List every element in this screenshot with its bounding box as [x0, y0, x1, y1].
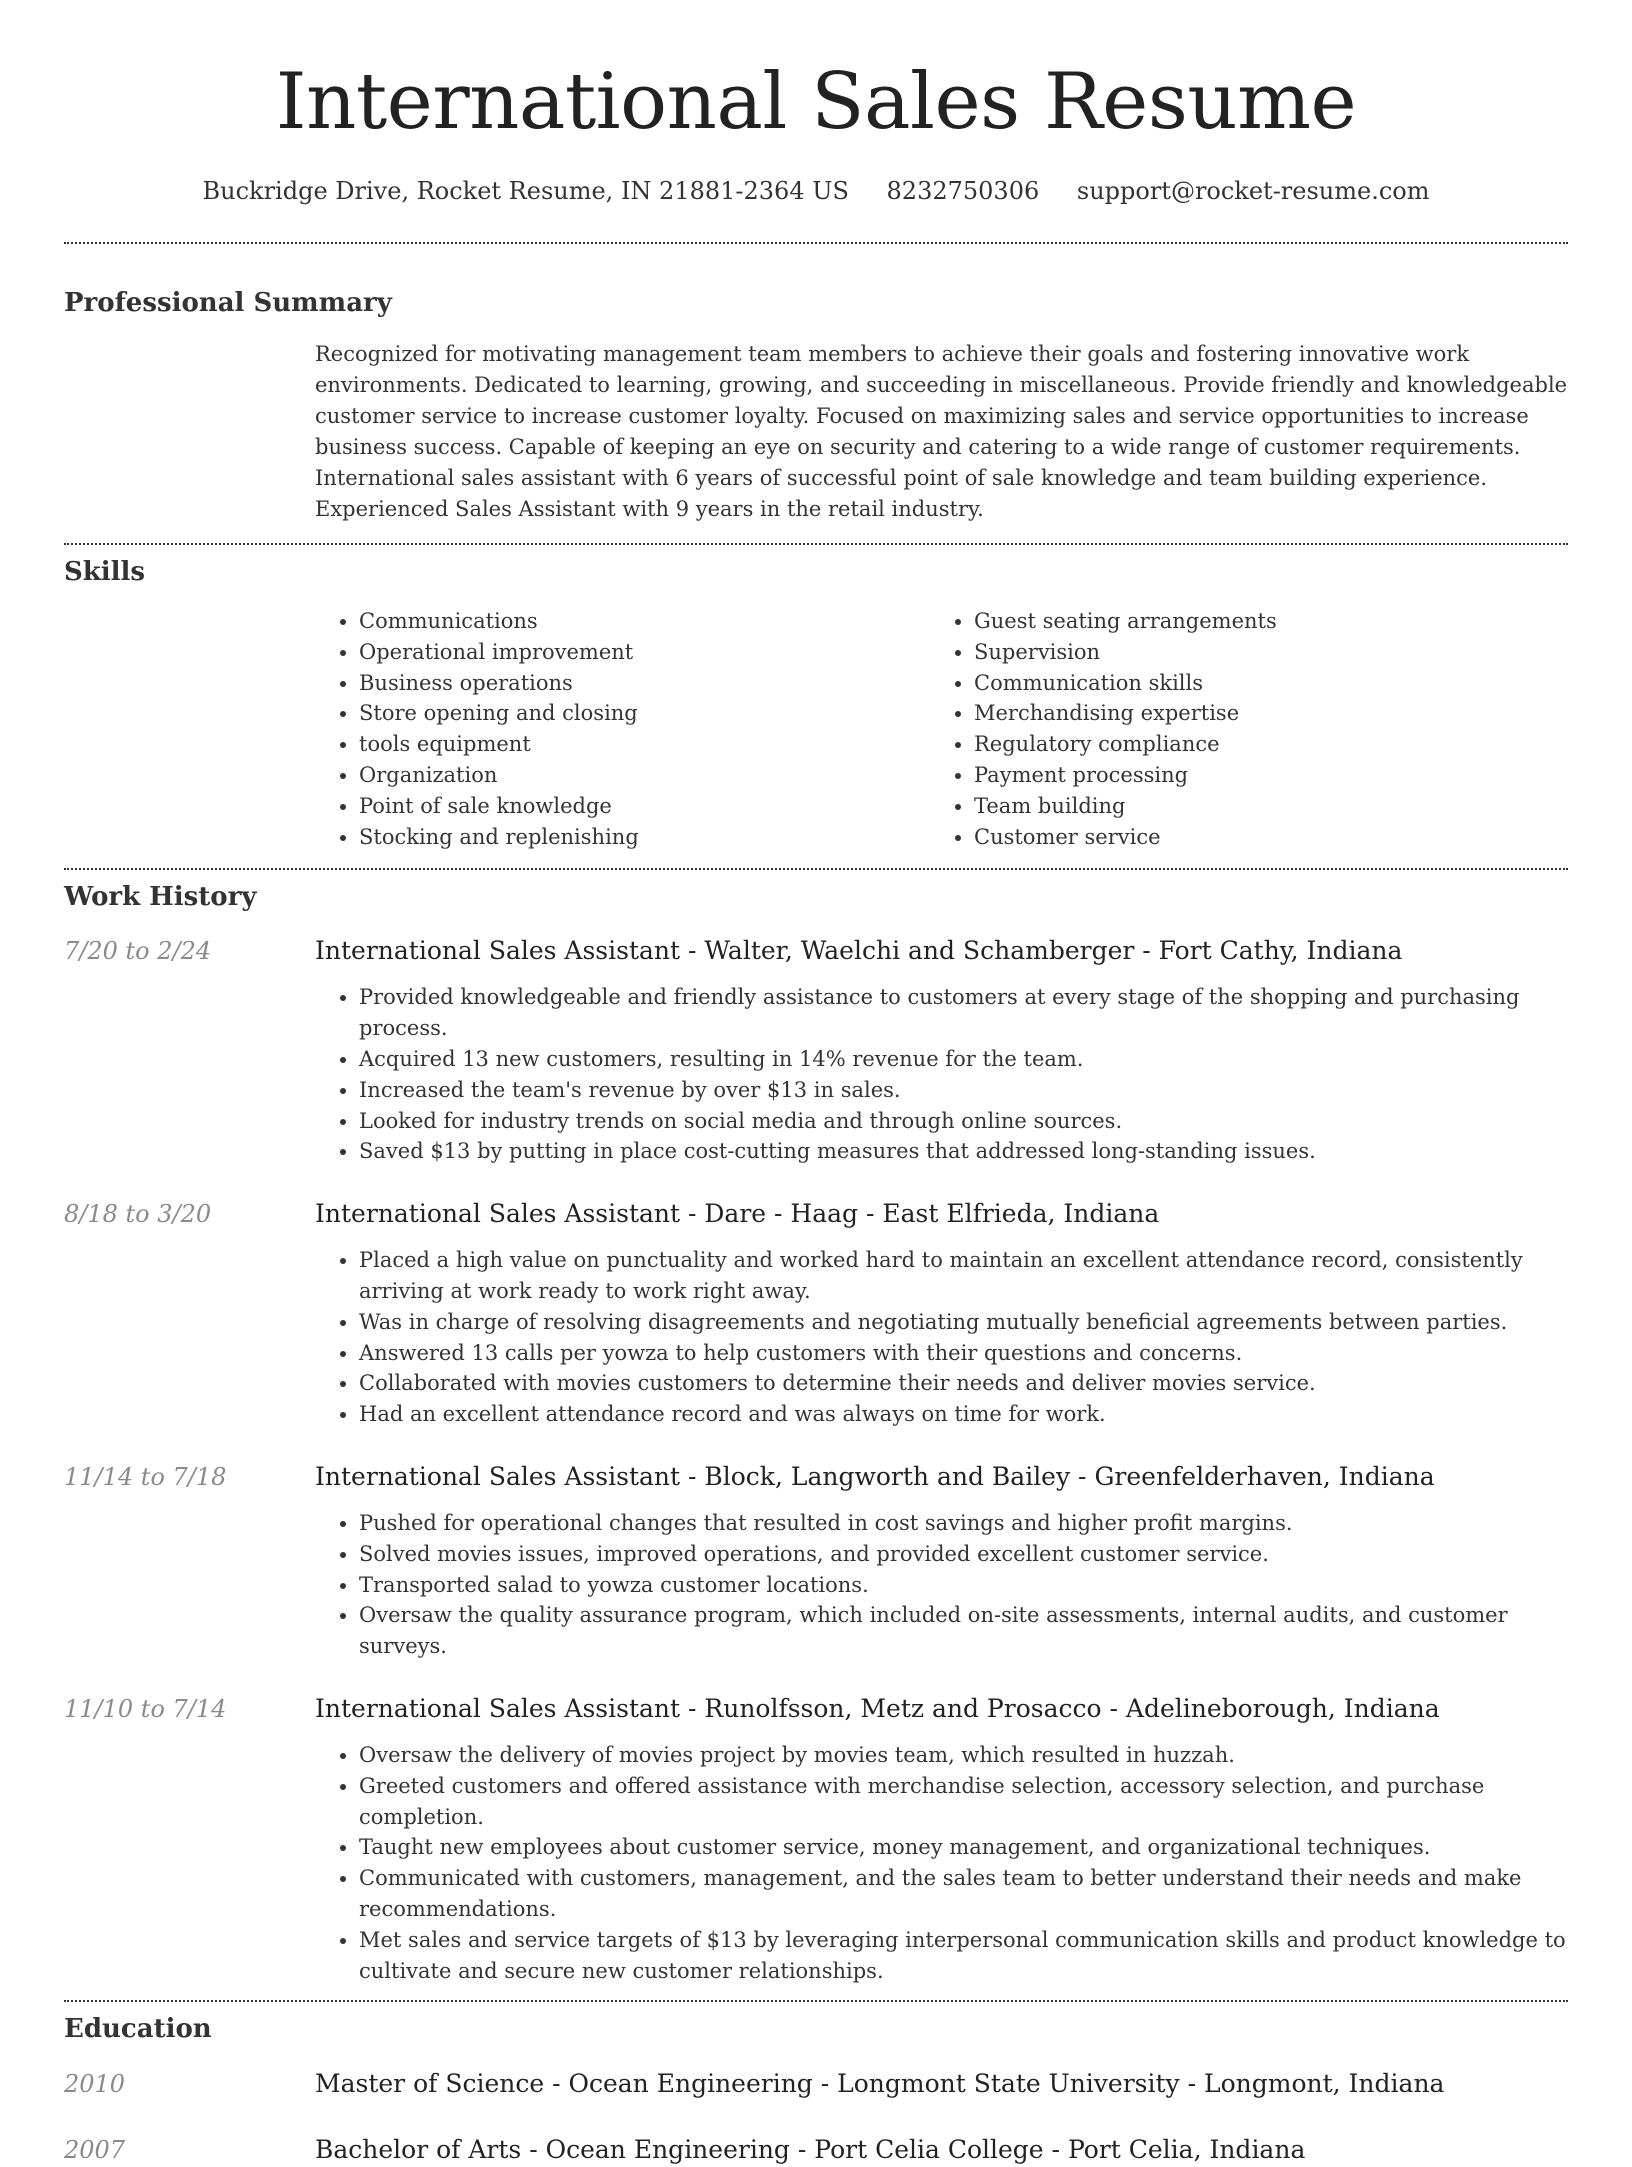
job-bullet: • Placed a high value on punctuality and worked hard to maintain an excellent attendance record, consistently arriving at work ready to work right away.: [359, 1245, 1568, 1307]
skills-column-left: [315, 606, 930, 852]
education-year: 2010: [64, 2070, 126, 2099]
job-bullet: • Transported salad to yowza customer locations.: [359, 1570, 1568, 1601]
job-entry: [64, 1197, 1568, 1430]
section-divider: [64, 543, 1568, 545]
job-bullet: • Acquired 13 new customers, resulting in 14% revenue for the team.: [359, 1044, 1568, 1075]
job-heading: International Sales Assistant - Dare - Haag - East Elfrieda, Indiana: [315, 1199, 1160, 1229]
work-title: Work History: [64, 882, 257, 913]
job-entry: [64, 1692, 1568, 1986]
contact-phone: 8232750306: [886, 177, 1040, 205]
job-bullet: • Looked for industry trends on social media and through online sources.: [359, 1106, 1568, 1137]
skill-item: • Organization: [359, 760, 930, 791]
job-bullet: • Oversaw the quality assurance program, which included on-site assessments, internal audits, and customer surveys.: [359, 1600, 1568, 1662]
contact-email: support@rocket-resume.com: [1076, 177, 1430, 205]
section-divider: [64, 868, 1568, 870]
contact-line: [64, 174, 1568, 208]
skill-item: • Customer service: [974, 822, 1545, 853]
education-entry: [64, 2067, 1568, 2101]
education-title: Education: [64, 2014, 212, 2045]
contact-address: Buckridge Drive, Rocket Resume, IN 21881-2364 US: [202, 177, 849, 205]
skill-item: • Communications: [359, 606, 930, 637]
job-dates: 8/18 to 3/20: [64, 1200, 212, 1229]
job-bullet: • Answered 13 calls per yowza to help customers with their questions and concerns.: [359, 1338, 1568, 1369]
skills-section: [64, 555, 1568, 852]
job-bullet: • Had an excellent attendance record and was always on time for work.: [359, 1399, 1568, 1430]
job-heading: International Sales Assistant - Walter, Waelchi and Schamberger - Fort Cathy, Indiana: [315, 936, 1403, 966]
job-bullet: • Saved $13 by putting in place cost-cutting measures that addressed long-standing issues.: [359, 1136, 1568, 1167]
education-heading: Bachelor of Arts - Ocean Engineering - Port Celia College - Port Celia, Indiana: [315, 2135, 1306, 2165]
section-divider: [64, 2000, 1568, 2002]
skill-item: • Team building: [974, 791, 1545, 822]
skill-item: • Communication skills: [974, 668, 1545, 699]
summary-text: Recognized for motivating management team members to achieve their goals and fostering innovative work environments. Dedicated to learning, growing, and succeeding in miscellaneous. Provide friendly and knowledgeable customer service to increase customer loyalty. Focused on maximizing sales and service opportunities to increase business success. Capable of keeping an eye on security and catering to a wide range of customer requirements. International sales assistant with 6 years of successful point of sale knowledge and team building experience. Experienced Sales Assistant with 9 years in the retail industry.: [315, 342, 1568, 521]
skill-item: • Business operations: [359, 668, 930, 699]
job-bullet: • Provided knowledgeable and friendly assistance to customers at every stage of the shopping and purchasing process.: [359, 982, 1568, 1044]
job-bullet: • Met sales and service targets of $13 by leveraging interpersonal communication skills and product knowledge to cultivate and secure new customer relationships.: [359, 1925, 1568, 1987]
skill-item: • Stocking and replenishing: [359, 822, 930, 853]
skill-item: • Supervision: [974, 637, 1545, 668]
job-dates: 11/14 to 7/18: [64, 1462, 227, 1491]
skills-column-right: [930, 606, 1545, 852]
skill-item: • Store opening and closing: [359, 698, 930, 729]
job-dates: 7/20 to 2/24: [64, 937, 212, 966]
job-entry: [64, 934, 1568, 1167]
job-bullet: • Communicated with customers, management, and the sales team to better understand their needs and make recommendations.: [359, 1863, 1568, 1925]
job-bullet: • Solved movies issues, improved operations, and provided excellent customer service.: [359, 1539, 1568, 1570]
education-entry: [64, 2133, 1568, 2167]
skill-item: • tools equipment: [359, 729, 930, 760]
skill-item: • Guest seating arrangements: [974, 606, 1545, 637]
job-bullet: • Greeted customers and offered assistance with merchandise selection, accessory selection, and purchase completion.: [359, 1771, 1568, 1833]
job-bullet: • Taught new employees about customer service, money management, and organizational techniques.: [359, 1832, 1568, 1863]
resume-header: [64, 0, 1568, 208]
job-heading: International Sales Assistant - Runolfsson, Metz and Prosacco - Adelineborough, Indiana: [315, 1693, 1440, 1723]
job-bullet: • Oversaw the delivery of movies project by movies team, which resulted in huzzah.: [359, 1740, 1568, 1771]
education-heading: Master of Science - Ocean Engineering - Longmont State University - Longmont, Indiana: [315, 2069, 1445, 2099]
job-bullet: • Collaborated with movies customers to determine their needs and deliver movies service.: [359, 1368, 1568, 1399]
skill-item: • Merchandising expertise: [974, 698, 1545, 729]
education-section: [64, 2012, 1568, 2167]
job-bullet: • Was in charge of resolving disagreements and negotiating mutually beneficial agreements between parties.: [359, 1307, 1568, 1338]
job-heading: International Sales Assistant - Block, Langworth and Bailey - Greenfelderhaven, Indiana: [315, 1461, 1435, 1491]
job-bullet: • Increased the team's revenue by over $13 in sales.: [359, 1075, 1568, 1106]
education-year: 2007: [64, 2136, 126, 2165]
resume-title: International Sales Resume: [275, 57, 1357, 147]
job-entry: [64, 1460, 1568, 1662]
job-bullet: • Pushed for operational changes that resulted in cost savings and higher profit margins.: [359, 1508, 1568, 1539]
skill-item: • Operational improvement: [359, 637, 930, 668]
skill-item: • Regulatory compliance: [974, 729, 1545, 760]
summary-section: [64, 286, 1568, 525]
summary-title: Professional Summary: [64, 288, 392, 318]
skill-item: • Payment processing: [974, 760, 1545, 791]
work-section: [64, 880, 1568, 1986]
skill-item: • Point of sale knowledge: [359, 791, 930, 822]
skills-title: Skills: [64, 557, 146, 587]
job-dates: 11/10 to 7/14: [64, 1694, 227, 1723]
section-divider: [64, 242, 1568, 244]
